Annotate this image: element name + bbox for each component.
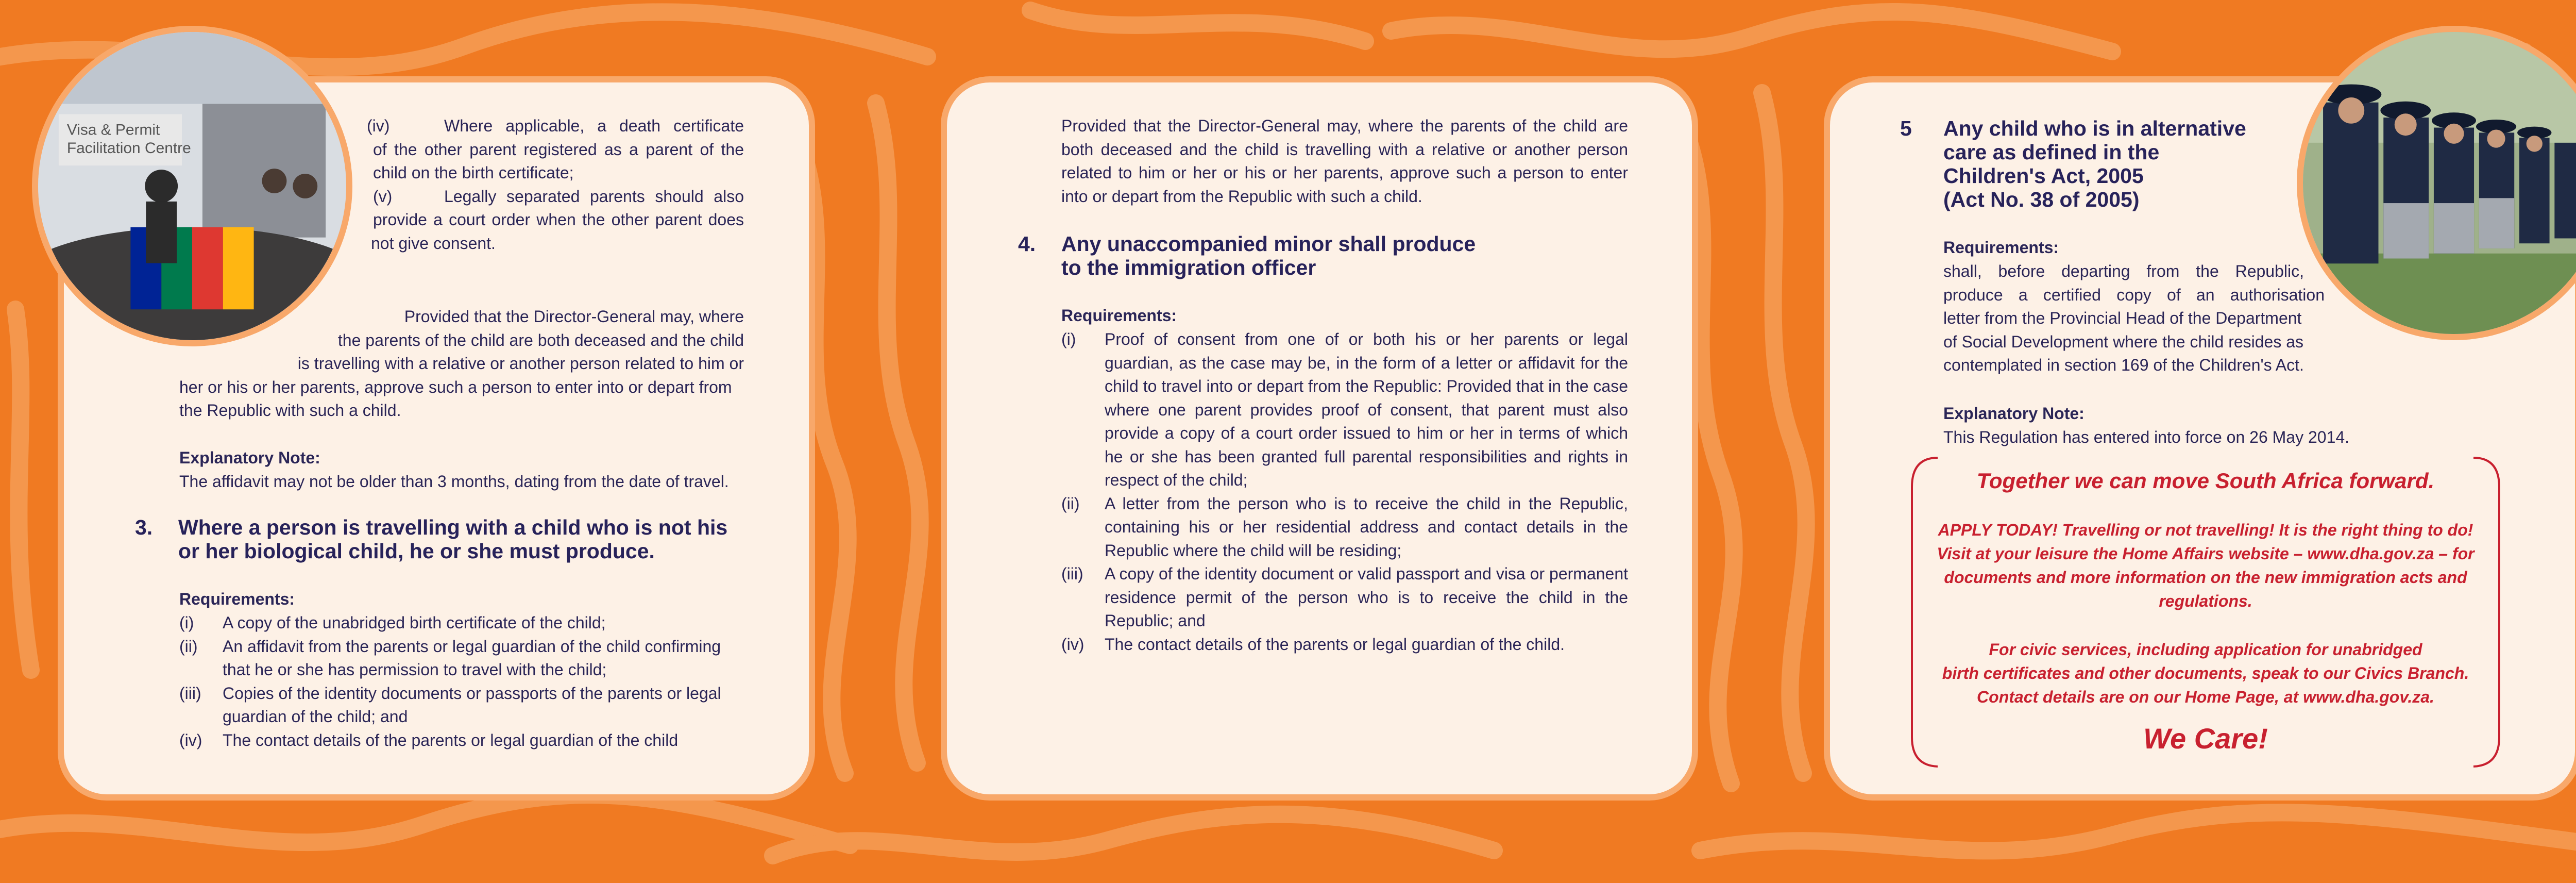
item-iv-death-certificate: [367, 114, 744, 255]
section-3-heading: [135, 515, 748, 563]
section-3-title-line2: or her biological child, he or she must produce.: [178, 539, 655, 563]
explanatory-note-text: The affidavit may not be older than 3 months, dating from the date of travel.: [179, 472, 729, 491]
proviso-paragraph: [179, 305, 744, 423]
requirement-item: (iv) The contact details of the parents or legal guardian of the child: [179, 730, 679, 749]
callout-apply-text: APPLY TODAY! Travelling or not travelling! It is the right thing to do! Visit at your leisure the Home Affairs website – www.dha.gov.za – for documents and more information on the new immigration acts and regulations.: [1937, 521, 2475, 610]
section-5-heading: [1900, 116, 2312, 211]
requirements-label-5: Requirements:: [1943, 238, 2059, 257]
req5-line5: contemplated in section 169 of the Children's Act.: [1943, 356, 2304, 374]
requirements-list-3: [179, 611, 746, 752]
section-5-number: 5: [1900, 116, 1912, 140]
section-3-title-line1: Where a person is travelling with a child who is not his: [178, 515, 728, 539]
item-v-line3: not give consent.: [371, 234, 496, 253]
section-4-title-line1: Any unaccompanied minor shall produce: [1061, 232, 1476, 256]
requirements-label-4: Requirements:: [1061, 306, 1177, 325]
callout-headline: Together we can move South Africa forward.: [1976, 469, 2435, 493]
requirement-item: (ii) An affidavit from the parents or legal guardian of the child confirming that he or she has permission to travel with the child;: [179, 637, 721, 679]
item-v-line1: (v) Legally separated parents should also: [367, 185, 744, 209]
section-5-title-line4: (Act No. 38 of 2005): [1943, 188, 2140, 211]
proviso-paragraph-2: Provided that the Director-General may, where the parents of the child are both deceased and the child is travelling with a relative or another person related to him or her or his or her parents, approve such a person to enter into or depart from the Republic with such a child.: [1061, 116, 1628, 206]
proviso-line2: the parents of the child are both deceased and the child: [337, 330, 744, 349]
explanatory-note-text-5: This Regulation has entered into force on 26 May 2014.: [1943, 428, 2350, 446]
item-iv-line3: child on the birth certificate;: [373, 163, 574, 182]
photo-sign-line1: Visa & Permit: [66, 121, 160, 139]
section-4-heading: [1018, 232, 1631, 279]
section-5-title-line2: care as defined in the: [1943, 140, 2160, 164]
proviso-line5: the Republic with such a child.: [179, 401, 401, 420]
requirement-item: (i) A copy of the unabridged birth certificate of the child;: [179, 613, 606, 632]
we-care-slogan: We Care!: [2143, 722, 2268, 755]
item-v-line2: provide a court order when the other parent does: [373, 210, 744, 229]
proviso-line1: Provided that the Director-General may, where: [404, 307, 744, 326]
photo-sign-line2: Facilitation Centre: [66, 140, 191, 157]
requirement-item: (iii) Copies of the identity documents or passports of the parents or legal guardian of the child; and: [179, 684, 721, 726]
requirement-item: (iv) The contact details of the parents or legal guardian of the child.: [1061, 635, 1565, 654]
visa-centre-photo: [32, 26, 352, 346]
item-iv-line1: (iv) Where applicable, a death certificate: [367, 114, 744, 138]
requirements-list-4: [1061, 328, 1628, 656]
section-3-number: 3.: [135, 515, 153, 539]
section-5-title-line1: Any child who is in alternative: [1943, 116, 2246, 140]
item-iv-line2: of the other parent registered as a parent of the: [373, 140, 744, 159]
item-iv-marker: (iv): [367, 116, 390, 135]
req5-line2: produce a certified copy of an authorisation: [1943, 285, 2325, 304]
proviso-line3: is travelling with a relative or another person related to him or: [297, 354, 744, 373]
explanatory-note-label-5: Explanatory Note:: [1943, 404, 2084, 423]
req5-line1: shall, before departing from the Republic,: [1943, 262, 2304, 280]
req5-line4: of Social Development where the child resides as: [1943, 332, 2304, 351]
callout-civic-text: For civic services, including application for unabridged birth certificates and other documents, speak to our Civics Branch. Contact details are on our Home Page, at www.dha.gov.za.: [1942, 640, 2469, 706]
section-4-number: 4.: [1018, 232, 1036, 256]
requirements-label-3: Requirements:: [179, 590, 295, 608]
requirement-item: (ii) A letter from the person who is to receive the child in the Republic, containing his or her residential address and contact details in the Republic where the child will be residing;: [1061, 494, 1628, 560]
explanatory-note-label: Explanatory Note:: [179, 448, 320, 467]
requirement-item: (iii) A copy of the identity document or valid passport and visa or permanent residence permit of the person who is to receive the child in the Republic; and: [1061, 564, 1628, 630]
requirement-item: (i) Proof of consent from one of or both his or her parents or legal guardian, as the case may be, in the form of a letter or affidavit for the child to travel into or depart from the Republic: Provided that in the case where one parent provides proof of consent, that parent must also provide a copy of a court order issued to him or her in terms of which he or she has been granted full parental responsibilities and rights in respect of the child;: [1061, 330, 1628, 489]
item-v-marker: (v): [373, 187, 393, 206]
call-to-action-box: [1909, 456, 2502, 768]
requirements-paragraph-5: [1943, 260, 2325, 377]
proviso-line4: her or his or her parents, approve such a person to enter into or depart from: [179, 377, 732, 396]
section-5-title-line3: Children's Act, 2005: [1943, 164, 2144, 188]
section-4-title-line2: to the immigration officer: [1061, 256, 1316, 279]
req5-line3: letter from the Provincial Head of the Department: [1943, 309, 2302, 327]
